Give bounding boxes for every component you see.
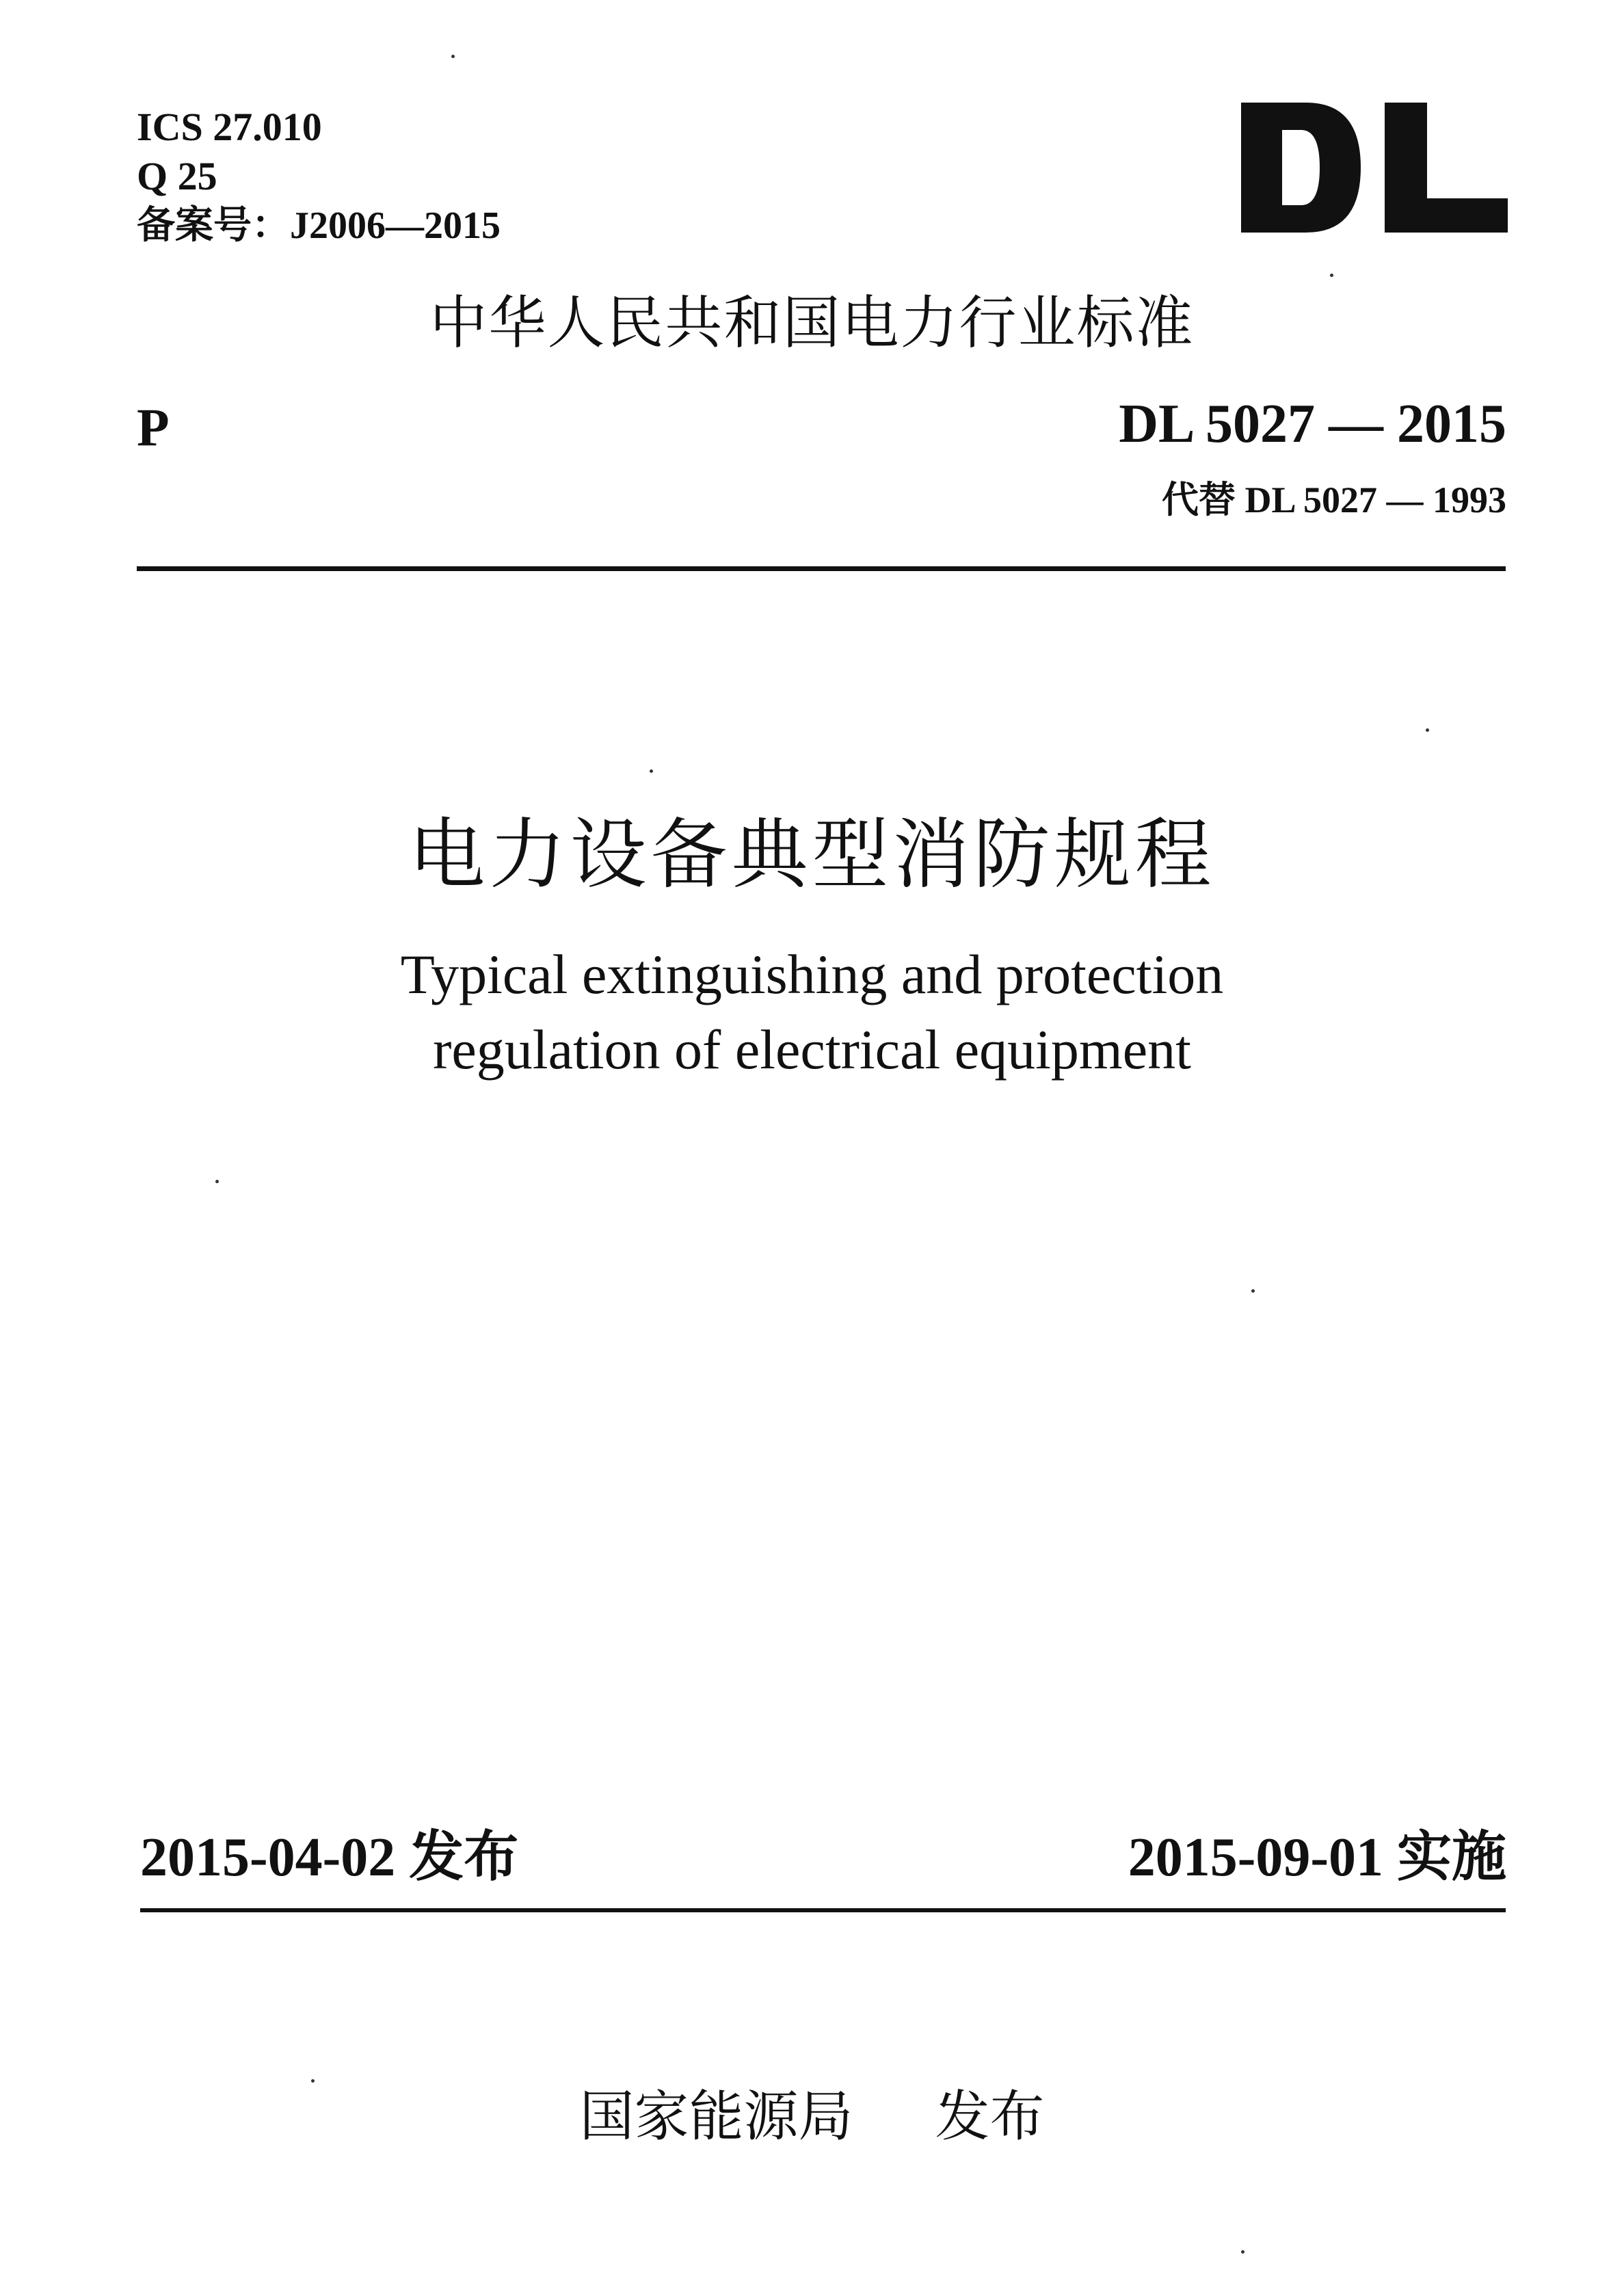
scan-speck	[1330, 274, 1333, 277]
implementation-date: 2015-09-01 实施	[1128, 1827, 1506, 1888]
title-english-line-1: Typical extinguishing and protection	[400, 943, 1224, 1005]
scan-speck	[1251, 1289, 1255, 1293]
publisher-line	[0, 2072, 1624, 2151]
title-chinese: 电力设备典型消防规程	[408, 810, 1216, 899]
replaces-standard: 代替 DL 5027 — 1993	[1161, 479, 1506, 520]
scan-speck	[215, 1180, 219, 1183]
classification-codes	[137, 103, 501, 250]
standard-number: DL 5027 — 2015	[1119, 394, 1506, 454]
publisher-action: 发布	[935, 2085, 1045, 2148]
title-english	[0, 937, 1624, 1087]
scan-speck	[451, 55, 455, 58]
issue-date: 2015-04-02 发布	[140, 1827, 519, 1888]
title-english-line-2: regulation of electrical equipment	[433, 1018, 1191, 1081]
scan-speck	[650, 769, 653, 773]
filing-number: 备案号：J2006—2015	[137, 204, 501, 247]
scan-speck	[311, 2079, 315, 2083]
category-code: P	[137, 397, 170, 457]
scan-speck	[1241, 2250, 1244, 2254]
ccs-code: Q 25	[137, 154, 217, 198]
publisher-org: 国家能源局	[579, 2085, 853, 2148]
issuing-authority-heading: 中华人民共和国电力行业标准	[429, 289, 1195, 356]
scan-speck	[1426, 728, 1429, 732]
dl-logo	[1241, 103, 1508, 233]
bottom-divider	[140, 1908, 1506, 1912]
ics-code: ICS 27.010	[137, 105, 322, 149]
top-divider	[137, 566, 1506, 571]
